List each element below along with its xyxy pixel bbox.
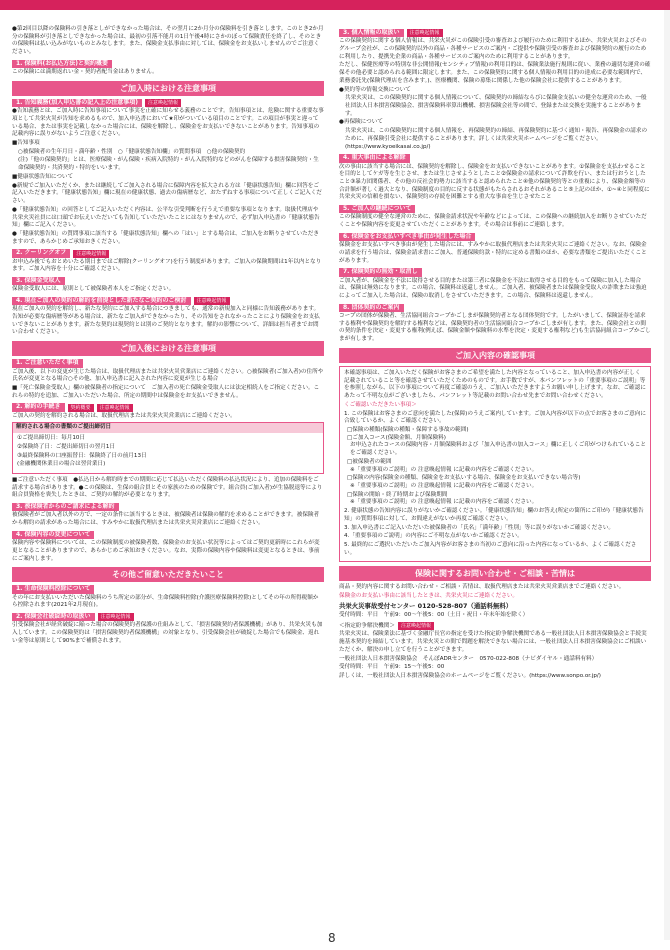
banner-at-enrollment: ご加入時における注意事項 bbox=[12, 81, 324, 96]
box-line: (金融機関休業日の場合は翌営業日) bbox=[17, 461, 106, 468]
section-text: この保険には満期返れい金・契約者配当金はありません。 bbox=[12, 69, 158, 76]
contract-summary-badge: 契約概要 bbox=[68, 404, 94, 412]
adr-contact: 一般社団法人日本損害保険協会 そんぽADRセンター 0570-022-808（ナビダイヤル・通話料有料） bbox=[339, 655, 598, 662]
section-title: 5. ご加入の継続について bbox=[339, 205, 415, 213]
section-text: ○被保険者の生年月日・満年齢・性別 ○「健康状態告知欄」の質問事項 ○他の保険契約 bbox=[18, 148, 246, 155]
section-text: 保険金受取人には、原則として被保険者本人をご指定ください。 bbox=[12, 286, 175, 293]
section-title: 2. 保険会社破綻時の取扱い bbox=[12, 613, 95, 621]
section-text: 保険金をお支払いすべき事由が発生した場合には、すみやかに取扱代理店または共栄火災にご連絡ください。なお、保険金の請求を行う場合は、保険金請求書にご加入、普通保険約款・特約に定める書類のほか、必要な書類をご提出いただくことがあります。 bbox=[339, 242, 647, 264]
subheading: ●再保険について bbox=[339, 119, 383, 126]
section-cancel-header bbox=[12, 403, 324, 411]
confirm-item: 4.「重要事項のご説明」の内容にご不明な点がないかご確認ください。 bbox=[344, 533, 523, 540]
confirm-item: 3. 加入申込書にご記入いただいた被保険者の「氏名」「満年齢」「性別」等に誤りがないかご確認ください。 bbox=[344, 524, 615, 531]
section-text: ■ご注意いただく事項 ●払込日から解約時までの期間に応じて払込いただく保険料の払込状況により、追加の保険料をご請求する場合があります。●この保険は、生保の組合員とその家族のための保険です。組合員(ご加入者)が生協脱退等により組合員資格を喪失したときは、ご契約の解約が必要となります。 bbox=[12, 476, 323, 499]
confirm-item: 2. 健康状態の告知内容に誤りがないかご確認ください。「健康状態告知」欄のお答え(所定の箇所にご印が)「健康状態告知」の質問事項に対して、お間違えがないか再度ご確認ください。 bbox=[344, 508, 644, 522]
section-text: コープの団体が保険者、生活協同組合コープかごしまが保険契約者となる団体契約です。したがいまして、保険証券を請求する権利や保険契約を解約する権利などは、保険契約者の生活協同組合コープかごしまが有します。また、保険会社との間の契約条件を決定・変更する権利(例えば、保険金額や保険料の水準を決定・変更する権利など)も生活協同組合コープかごしまが有します。 bbox=[339, 313, 651, 343]
section-text: その年にお支払いいただいた保険料のうち所定の部分が、生命保険料控除(介護医療保険料控除)としてその年の所得税額から控除されます(2021年2月現在)。 bbox=[12, 594, 319, 609]
caution-badge: 注意喚起情報 bbox=[407, 29, 443, 37]
section-title: 2. クーリングオフ bbox=[12, 249, 70, 257]
adr-header bbox=[339, 622, 651, 630]
section-text: お申込み後でもおとめいたる期日まではご解除(クーリングオフ)を行う制度があります。ご加入の保険期間は1年以内となります。ご加入内容を十分にご確認ください。 bbox=[12, 258, 322, 273]
banner-confirmation: ご加入内容の確認事項 bbox=[339, 348, 651, 363]
section-title: 7. 保険契約の無効・取消し bbox=[339, 268, 422, 276]
section-termination-header bbox=[339, 154, 651, 162]
section-text: ただし、保健医療等の特別な非公開情報(センシティブ情報)の利用目的は、保険業法施行規則に従い、業務の適切な運営の確保その他必要と認められる範囲に限定します。また、この保険契約に関する個人情報の利用目的の達成に必要な範囲内で、業務委託先(保険代理店を含みます。)、医療機関、保険の募集に関係した他の保険会社に提供することがあります。 bbox=[339, 62, 651, 84]
caution-badge: 注意喚起情報 bbox=[398, 622, 434, 630]
section-disclosure-header bbox=[12, 99, 324, 107]
banner-contact: 保険に関するお問い合わせ・ご相談・苦情は bbox=[339, 566, 651, 581]
box-line: ②保険終了日：ご提出締切日の翌月1日 bbox=[17, 443, 116, 450]
section-text: 引受保険会社が経営破綻に陥った場合の保険契約者保護の仕組みとして、「損害保険契約者保護機構」があり、共栄火災も加入しています。この保険契約は「損害保険契約者保護機構」の対象となり、引受保険会社が破綻した場合でも保険金、返れい金等は原則として90%まで補償されます。 bbox=[12, 622, 323, 644]
cancel-deadline-box bbox=[12, 422, 324, 474]
right-margin-strip bbox=[664, 10, 670, 940]
section-title: 3. 保険金受取人 bbox=[12, 277, 65, 285]
section-title: 3. 個人情報の取扱い bbox=[339, 29, 404, 37]
confirmation-box bbox=[339, 366, 651, 563]
section-title: 4. 保険内容の変更について bbox=[12, 531, 94, 539]
section-text: ●告知義務とは、ご加入時に告知事項について事実を正確に知らせる義務のことです。告知事項とは、危険に関する重要な事項として共栄火災が告知を求めるもので、加入申込書において★印がついている項目のことです。この項目が事実と違っている場合、または事実を記載しなかった場合には、保険を解除し、保険金をお支払いできないことがあります。告知事項の記載内容に誤りがないようご注意ください。 bbox=[12, 108, 324, 138]
section-text: この保険制度の健全な運営のために、保険金請求状況や年齢などによっては、この保険への継続加入をお断りさせていただくことや保険内容を変更させていただくことがあります。その場合は事前にご連絡します。 bbox=[339, 214, 647, 229]
confirm-item: 1. この保険はお客さまのご意向を満たした(保障)のうえご案内しています。ご加入内容が以下の点でお客さまのご意向に合致しているか、よくご確認ください。 bbox=[344, 410, 646, 425]
section-title: 1. 告知義務(加入申込書の記入上の注意事項) bbox=[12, 99, 142, 107]
checkbox-item[interactable]: □保険の開始・終了時期および保険期間 bbox=[347, 491, 448, 498]
section-text: ご加入の契約を解約される場合は、取扱代理店または共栄火災営業店にご連絡ください。 bbox=[12, 412, 236, 419]
section-text: この保険契約に関する個人情報は、共栄火災がこの保険引受の審査および履行のために利用するほか、共栄火災およびそのグループ会社が、この保険契約以外の商品・各種サービスのご案内・ご提供や保険引受の審査および保険契約の履行のために利用したり、提携先企業の商品・各種サービスのご案内のために利用することがあります。 bbox=[339, 38, 647, 60]
section-text: ご加入後、以下の変更が生じた場合は、取扱代理店または共栄火災営業店にご連絡ください。○被保険者(ご加入者)の住所や氏名が変更となる場合○その他、加入申込書に記入された内容に変更が生じる場合 bbox=[12, 368, 324, 383]
section-group-header bbox=[339, 304, 651, 312]
section-title: 1. 保険料(お払込方法)と契約概要 bbox=[12, 60, 112, 68]
section-title: 3. 被保険者からのご請求による解約 bbox=[12, 503, 119, 511]
subheading: ■健康状態告知について bbox=[12, 173, 74, 180]
confirm-note: ※「重要事項のご説明」の 注意喚起情報 に記載の内容をご確認ください。 bbox=[350, 482, 538, 489]
section-text: ご加入者が、保険金を不法に取得させる目的または第三者に保険金を不法に取得させる目的をもって保険に加入した場合は、保険は無効になります。この場合、保険料は返還しません。ご加入者、被保険者または保険金受取人の詐欺または強迫によってご加入した場合は、保険の取消しをさせていただきます。この場合、保険料は返還しません。 bbox=[339, 277, 647, 300]
section-title: 1. ご注意いただく事項 bbox=[12, 359, 83, 367]
contact-hours: 受付時間：平日 午前9：00〜午後5：00（土日・祝日・年末年始を除く） bbox=[339, 611, 529, 618]
section-text: ●「健康状態告知」の質問事項に該当する「健康状態告知」欄への「はい」とする場合は、ご加入をお断りさせていただきますので、あらかじめご承知おきください。 bbox=[12, 230, 319, 245]
section-void-header bbox=[339, 268, 651, 276]
checkbox-item[interactable]: □保険の内容(保険金の種類、保険金をお支払いする場合、保険金をお支払いできない場合等) bbox=[347, 475, 581, 482]
confirm-note: ※「重要事項のご説明」の 注意喚起情報 に記載の内容をご確認ください。 bbox=[350, 499, 538, 506]
adr-title: ＜指定紛争解決機関＞ bbox=[339, 622, 395, 629]
confirm-note: お申込されたコースの保険内容・月額保険料および「加入申込書の加入コース」欄に正しくご印がつけられていることをご確認ください。 bbox=[350, 442, 646, 457]
checkbox-item[interactable]: □ご加入コース(保険金額、月額保険料) bbox=[347, 434, 446, 441]
section-text: 共栄火災は、この保険契約に関する個人情報について、保険契約の締結ならびに保険金支払いの健全な運営のため、一般社団法人日本損害保険協会、損害保険料率算出機構、損害保険会社等の間で、登録または交換を実施することがあります。 bbox=[345, 95, 647, 117]
section-text: ●新規でご加入いただくか、または継続してご加入される場合に保障内容を拡大される方は「健康状態告知」欄に回答をご記入いただきます。「健康状態告知」欄に現在の健康状態、過去の傷病歴など、おたずねする事項について正しくご記入ください。 bbox=[12, 182, 322, 205]
section-title: 8. 団体契約のご案内 bbox=[339, 304, 404, 312]
confirm-item: 5. 最終的にご選択いただいたご加入内容がお客さまの当初のご意向に沿った内容になっているか、よくご確認ください。 bbox=[344, 542, 637, 556]
box-line: ③最終保険料の口座振替日：保険終了日の前月13日 bbox=[17, 452, 147, 459]
contact-phone[interactable]: 共栄火災事故受付センター 0120-528-807（通話料無料） bbox=[339, 601, 513, 610]
section-title: 1. 生命保険料控除について bbox=[12, 585, 94, 593]
section-text: (注)「他の保険契約」とは、医療保険・がん保険・疾病入院特約・がん入院特約などのがんを保障する損害保険契約・生命保険契約・共済契約・特約をいいます。 bbox=[18, 157, 319, 172]
caution-badge: 注意喚起情報 bbox=[145, 99, 181, 107]
checkbox-item[interactable]: □被保険者の範囲 bbox=[347, 458, 392, 465]
subheading: ●契約等の情報交換について bbox=[339, 86, 411, 93]
section-tax-header bbox=[12, 585, 324, 593]
section-claim-header bbox=[339, 233, 651, 241]
banner-other-notes: その他ご留意いただきたいこと bbox=[12, 567, 324, 582]
section-beneficiary-header bbox=[12, 277, 324, 285]
section-insured-cancel-header bbox=[12, 503, 324, 511]
confirm-intro: 本確認事項は、ご加入いただく保険がお客さまのご希望を満たした内容となっていること、加入申込書の内容が正しく記載されていること等を確認させていただくためのものです。お手数ですが、本パンフレットの「重要事項のご説明」等を参照しながら、以下の事項について再度ご確認のうえ、ご加入いただきますようお願い申し上げます。なお、ご確認にあたって不明な点がございましたら、パンフレット等記載のお問い合わせ先までお問い合わせください。 bbox=[344, 369, 646, 400]
section-title: 6. 保険金をお支払いすべき事由が発生した場合 bbox=[339, 233, 475, 241]
section-replacement-header bbox=[12, 297, 324, 305]
page-number: 8 bbox=[328, 931, 336, 945]
section-text: ●「健康状態告知」の回答としてご記入いただく内容は、公平な引受判断を行うえで重要な事項となります。取扱代理店や共栄火災社員には口頭でお伝えいただいても告知していただいたことにはなりませんので、必ず加入申込書の「健康状態告知」欄にご記入ください。 bbox=[12, 206, 320, 229]
section-text: 保険内容や保険料については、この保険制度の被保険者数、保険金のお支払い状況等によってはご契約更新時にこれらが変更となることがありますので、あらかじめご承知おきください。なお、実際の保険内容や保険料は変更となるときは、事前にご案内します。 bbox=[12, 540, 320, 562]
subheading: ■告知事項 bbox=[12, 140, 40, 147]
contact-heading: 保険金のお支払い事由に該当したときは、共栄火災にご連絡ください。 bbox=[339, 593, 519, 600]
section-change-header bbox=[12, 531, 324, 539]
section-text: 現在ご加入の契約を解約し、新たな契約にご加入する場合につきましても、通常の新規加入と同様に告知義務があります。告知が必要な傷病歴等がある場合は、新たなご加入ができなかったり、その告知をされなかったことにより保険金をお支払いできないことがあります。新たな契約は現契約とは別のご契約となります。解約の影響について、詳細は担当者までお問い合わせください。 bbox=[12, 306, 320, 336]
caution-badge: 注意喚起情報 bbox=[73, 250, 109, 258]
section-text: 共栄火災は、この保険契約に関する個人情報を、再保険契約の締結、再保険契約に基づく通知・報告、再保険金の請求のために、再保険引受会社に提供することがあります。詳しくは共栄火災ホームページをご覧ください。(https://www.kyoeikasai.co.jp/) bbox=[345, 128, 648, 150]
section-text: 被保険者がご加入者以外の方で、一定の条件に該当するときは、被保険者は保険の解約を求めることができます。被保険者から解約の請求があった場合には、すみやかに取扱代理店または共栄火災営業店にご連絡ください。 bbox=[12, 512, 320, 527]
section-renewal-header bbox=[339, 205, 651, 213]
section-privacy-header bbox=[339, 29, 651, 37]
contact-intro: 商品・契約内容に関するお問い合わせ・ご相談・苦情は、取扱代理店または共栄火災営業店までご連絡ください。 bbox=[339, 584, 625, 591]
confirm-heading: くご確認いただきたい事項＞ bbox=[344, 401, 417, 408]
box-title: 解約される場合の書類のご提出締切日 bbox=[13, 423, 323, 433]
section-cooling-off-header bbox=[12, 249, 324, 257]
caution-badge: 注意喚起情報 bbox=[97, 404, 133, 412]
section-bankruptcy-header bbox=[12, 613, 324, 621]
adr-hours: 受付時間：平日 午前9：15〜午後5：00 bbox=[339, 664, 445, 671]
section-title: 2. 解約の手続き bbox=[12, 403, 65, 411]
caution-badge: 注意喚起情報 bbox=[194, 297, 230, 305]
checkbox-item[interactable]: □保険の種類(保険の種類・保障する事故の範囲) bbox=[347, 426, 469, 433]
top-color-bar bbox=[0, 0, 670, 10]
section-text: 次の事由に該当する場合には、保険契約を解除し、保険金をお支払いできないことがあります。①保険金を支払わせることを目的としてケガ等を生じさせ、または生じさせようとしたこと②保険金の請求について詐欺を行い、または行おうとしたこと③暴力団関係者、その他の反社会的勢力に該当すると認められたこと④他の保険契約等との重複により、保険金額等の合計額が著しく過大となり、保険制度の目的に反する状態がもたらされるおそれがあること⑤上記のほか、①~④と同程度に共栄火災の信頼を損ない、保険契約の存続を困難とする重大な事由を生じさせたこと bbox=[339, 163, 650, 201]
right-column bbox=[339, 26, 651, 682]
caution-badge: 注意喚起情報 bbox=[98, 613, 134, 621]
intro-text: ●第2回目以降の保険料の引き落としができなかった場合は、その翌月に2か月分の保険料を引き落とします。このとき2か月分の保険料が引き落としできなかった場合は、最初の引落不能月の1日午後4時にさかのぼって保険責任を終了し、そのときの保険料は払い込みがないものとみなします。また、保険金支払事由に対しては、保険金をお支払いしませんのでご注意ください。 bbox=[12, 26, 324, 56]
left-column bbox=[12, 26, 324, 646]
section-text: ■「死亡保険金受取人」欄の被保険者の指定について ご加入者の死亡保険金受取人には法定相続人をご指定ください。これらの特約を追加、ご加入いただいた場合、所定の期間中は保険金をお支払いできません。 bbox=[12, 384, 320, 399]
box-line: ①ご提出締切日：毎月10日 bbox=[17, 435, 86, 442]
section-title: 4. 重大事由による解除 bbox=[339, 154, 410, 162]
adr-url[interactable]: 詳しくは、一般社団法人日本損害保険協会のホームページをご覧ください。(https://www.sonpo.or.jp/) bbox=[339, 673, 601, 680]
banner-after-enrollment: ご加入後における注意事項 bbox=[12, 341, 324, 356]
section-premium-header bbox=[12, 60, 324, 68]
confirm-note: ※「重要事項のご説明」の 注意喚起情報 に記載の内容をご確認ください。 bbox=[350, 466, 538, 473]
section-title: 4. 現在ご加入の契約の解約を前提とした新たなご契約のご検討 bbox=[12, 297, 191, 305]
adr-text: 共栄火災は、保険業法に基づく金融庁長官の指定を受けた指定紛争解決機関である一般社団法人日本損害保険協会と手続実施基本契約を締結しています。共栄火災との間で問題を解決できない場合には、一般社団法人日本損害保険協会にご相談いただくか、解決の申し立てを行うことができます。 bbox=[339, 631, 647, 653]
section-notice-header bbox=[12, 359, 324, 367]
